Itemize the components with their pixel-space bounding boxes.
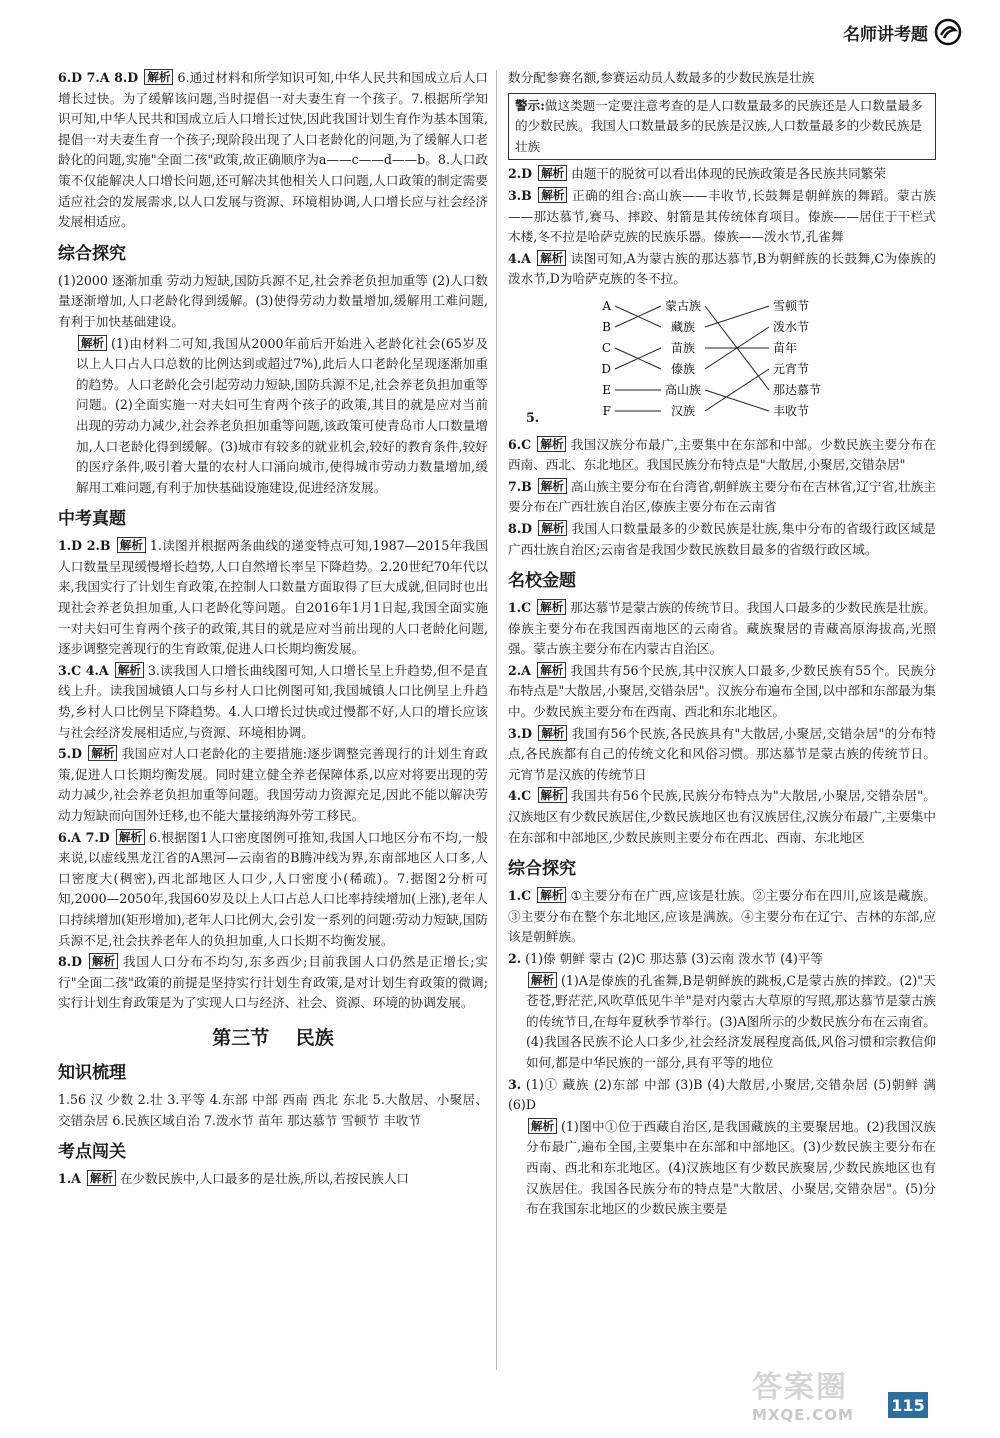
checkpoint-answers-right-2 <box>508 435 936 561</box>
diagram-left-label: B <box>602 319 612 334</box>
analysis-tag: 解析 <box>116 829 145 845</box>
left-column <box>58 68 488 1191</box>
answer-number: 7.B <box>508 478 532 494</box>
answer-number: 3. <box>508 1076 522 1092</box>
diagram-middle-label: 高山族 <box>665 382 702 397</box>
analysis-tag: 解析 <box>538 187 567 203</box>
comprehensive-answers-right <box>508 886 936 1220</box>
answer-number: 2. <box>508 951 522 966</box>
answer-item <box>58 744 488 826</box>
watermark-url: MXQE.COM <box>752 1406 854 1424</box>
answer-item <box>58 68 488 233</box>
comprehensive-answers <box>58 271 488 499</box>
analysis-tag: 解析 <box>538 725 567 741</box>
right-column <box>508 68 936 1221</box>
answer-text: 高山族主要分布在台湾省,朝鲜族主要分布在吉林省,辽宁省,壮族主要分布在广西壮族自治区,傣族主要分布在云南省 <box>508 478 936 515</box>
analysis-tag: 解析 <box>89 953 118 969</box>
answer-number: 6.C <box>508 436 532 452</box>
answer-text: (1)① 藏族 (2)东部 中部 (3)B (4)大散居,小聚居,交错杂居 (5)朝鲜 满 (6)D <box>508 1076 936 1113</box>
chapter-name: 民族 <box>295 1026 334 1049</box>
answer-number: 2.A <box>508 662 531 678</box>
diagram-left-label: A <box>602 298 612 313</box>
answer-number: 8.D <box>508 520 533 536</box>
analysis-tag: 解析 <box>538 787 567 803</box>
answer-item <box>58 536 488 660</box>
diagram-right-label: 那达慕节 <box>773 382 822 397</box>
matching-diagram <box>543 294 843 422</box>
diagram-middle-label: 汉族 <box>671 403 696 418</box>
answer-text: (1)A是傣族的孔雀舞,B是朝鲜族的跳板,C是蒙古族的摔跤。(2)"天苍苍,野茫茫,风吹草低见牛羊"是对内蒙古大草原的写照,那达慕节是蒙古族的传统节日,在每年夏秋季节举行。(3)A图所示的少数民族分布在云南省。(4)我国各民族不论人口多少,社会经济发展程度高低,风俗习惯和宗教信仰如何,都是中华民族的一部分,具有平等的地位 <box>526 972 936 1070</box>
analysis-tag: 解析 <box>538 165 567 181</box>
answer-text: 6.根据图1人口密度图例可推知,我国人口地区分布不均,一般来说,以虚线黑龙江省的A黑河—云南省的B腾冲线为界,东南部地区人口多,人口密度大(稠密),西北部地区人口少,人口密度小(稀疏)。7.据图2分析可知,2000—2050年,我国60岁及以上人口占总人口比率持续增加(上涨),老年人口持续增加(矩形增加),老年人口比例大,会引发一系列的问题:劳动力短缺,国防兵源不足,社会扶养老年人的负担加重,人口长期不均衡发展。 <box>58 829 488 948</box>
answer-item <box>508 886 936 948</box>
diagram-left-label: D <box>601 361 612 376</box>
answer-item <box>508 971 936 1074</box>
answer-item <box>508 598 936 660</box>
chapter-title <box>58 1024 488 1052</box>
diagram-middle-label: 傣族 <box>671 361 696 376</box>
answer-text: 我国人口分布不均匀,东多西少;目前我国人口仍然是正增长;实行"全面二孩"政策的前提是坚持实行计划生育政策,是对计划生育政策的微调;实行计划生育政策是为了实现人口与经济、社会、资源、环境的协调发展。 <box>58 954 488 1011</box>
section-title-comprehensive: 综合探究 <box>58 243 126 264</box>
answer-item <box>58 334 488 499</box>
watermark <box>752 1370 962 1434</box>
answers-block-top <box>58 68 488 233</box>
answer-number: 4.C <box>508 788 532 804</box>
answer-text: (1)2000 逐渐加重 劳动力短缺,国防兵源不足,社会养老负担加重等 (2)人口数量逐渐增加,人口老龄化得到缓解。(3)使得劳动力数量增加,缓解用工难问题,有利于加快基础建设。 <box>58 272 488 329</box>
answer-text: 3.读我国人口增长曲线图可知,人口增长呈上升趋势,但不是直线上升。读我国城镇人口与乡村人口比例图可知,我国城镇人口比例呈上升趋势,乡村人口比例呈下降趋势。4.人口增长过快或过慢都不好,人口的增长应该与社会经济发展相适应,与资源、环境相协调。 <box>58 662 488 740</box>
answer-text: (1)图中①位于西藏自治区,是我国藏族的主要聚居地。(2)我国汉族分布最广,遍布全国,主要集中在东部和中部地区。(3)少数民族主要分布在西南、西北和东北地区。(4)汉族地区有少数民族聚居,少数民族地区也有汉族居住。我国各民族分布的特点是"大散居、小聚居,交错杂居"。(5)分布在我国东北地区的少数民族主要是 <box>526 1118 936 1217</box>
section-title-famous-school: 名校金题 <box>508 571 576 592</box>
analysis-tag: 解析 <box>537 250 566 266</box>
diagram-right-label: 苗年 <box>773 340 798 355</box>
answer-item <box>508 435 936 476</box>
diagram-left-label: E <box>602 382 612 397</box>
analysis-tag: 解析 <box>538 478 567 494</box>
diagram-right-connector <box>705 390 769 411</box>
answer-item <box>508 186 936 248</box>
diagram-left-label: F <box>602 403 612 418</box>
answer-number: 1.C <box>508 888 532 904</box>
warning-box <box>508 93 936 161</box>
analysis-tag: 解析 <box>88 745 117 761</box>
analysis-tag: 解析 <box>528 1118 557 1134</box>
answer-number: 3.B <box>508 187 532 203</box>
continued-text: 数分配参赛名额,参赛运动员人数最多的少数民族是壮族 <box>508 70 815 85</box>
answer-item <box>58 952 488 1014</box>
checkpoint-answers-right <box>508 164 936 290</box>
analysis-tag: 解析 <box>117 537 146 553</box>
answer-item <box>508 519 936 560</box>
analysis-tag: 解析 <box>538 520 567 536</box>
answer-text: 我国人口数量最多的少数民族是壮族,集中分布的省级行政区域是广西壮族自治区;云南省是我国少数民族数目最多的省级行政区域。 <box>508 520 936 557</box>
answer-item <box>508 477 936 518</box>
answer-item <box>58 1169 488 1190</box>
answer-number: 3.D <box>508 725 533 741</box>
answer-text: 我国应对人口老龄化的主要措施:逐步调整完善现行的计划生育政策,促进人口长期均衡发展。同时建立健全养老保障体系,以应对将要出现的劳动力减少,社会养老负担加重等问题。我国劳动力资源充足,因此不能以解决劳动力短缺而向国外迁移,也不能大量接纳海外劳工移民。 <box>58 746 488 823</box>
answer-text: 读图可知,A为蒙古族的那达慕节,B为朝鲜族的长鼓舞,C为傣族的泼水节,D为哈萨克族的冬不拉。 <box>508 250 936 287</box>
section-title-checkpoints: 考点闯关 <box>58 1142 126 1163</box>
question-number: 5. <box>526 409 540 425</box>
analysis-tag: 解析 <box>115 662 144 678</box>
chapter-number: 第三节 <box>212 1026 270 1049</box>
analysis-tag: 解析 <box>537 599 566 615</box>
watermark-logo-text: 答案圈 <box>752 1370 848 1405</box>
analysis-tag: 解析 <box>537 436 566 452</box>
famous-school-answers <box>508 598 936 848</box>
diagram-middle-label: 藏族 <box>671 319 696 334</box>
answer-number: 1.C <box>508 600 532 616</box>
section-title-exam-questions: 中考真题 <box>58 509 126 530</box>
warning-label: 警示: <box>515 97 545 113</box>
answer-item <box>58 271 488 333</box>
answer-text: 我国共有56个民族,其中汉族人口最多,少数民族有55个。民族分布特点是"大散居,小聚居,交错杂居"。汉族分布遍布全国,以中部和东部最为集中。少数民族主要分布在西南、西北和东北地区。 <box>508 662 936 720</box>
answer-number: 6.A 7.D <box>58 829 110 845</box>
answer-item <box>508 949 936 970</box>
diagram-right-label: 丰收节 <box>773 403 810 418</box>
column-divider <box>496 70 497 1370</box>
page-header <box>843 14 962 50</box>
exam-answers <box>58 536 488 1014</box>
diagram-right-label: 元宵节 <box>773 361 810 376</box>
checkpoint-answers-left <box>58 1169 488 1190</box>
answer-text: 在少数民族中,人口最多的是壮族,所以,若按民族人口 <box>119 1171 410 1187</box>
analysis-tag: 解析 <box>537 662 566 678</box>
answer-item <box>58 828 488 952</box>
analysis-tag: 解析 <box>87 1170 116 1186</box>
analysis-tag: 解析 <box>78 335 107 351</box>
diagram-left-label: C <box>601 340 612 355</box>
knowledge-answers: 1.56 汉 少数 2.壮 3.平等 4.东部 中部 西南 西北 东北 5.大散居、小聚居、交错杂居 6.民族区域自治 7.泼水节 苗年 那达慕节 雪顿节 丰收节 <box>58 1091 488 1128</box>
answer-text: 6.通过材料和所学知识可知,中华人民共和国成立后人口增长过快。为了缓解该问题,当时提倡一对夫妻生育一个孩子。7.根据所学知识可知,中华人民共和国成立后人口增长过快,因此我国计划生育作为基本国策,提倡一对夫妻生育一个孩子;现阶段出现了人口老龄化的问题,为了缓解人口老龄化的问题,实施"全面二孩"政策,故正确顺序为a——c——d——b。8.人口政策不仅能解决人口增长问题,还可解决其他相关人口问题,人口政策的制定需要适应社会的发展需求,以人口发展与资源、环境相协调,人口增长应与社会经济发展相适应。 <box>58 70 488 230</box>
analysis-tag: 解析 <box>144 69 173 85</box>
diagram-middle-label: 苗族 <box>671 340 696 355</box>
brand-logo-icon <box>934 18 962 46</box>
answer-number: 1.D 2.B <box>58 538 111 554</box>
answer-item <box>508 164 936 185</box>
analysis-tag: 解析 <box>528 972 557 988</box>
header-title: 名师讲考题 <box>843 24 928 45</box>
answer-item <box>508 249 936 290</box>
answer-number: 8.D <box>58 954 83 970</box>
answer-text: 由题干的脱贫可以看出体现的民族政策是各民族共同繁荣 <box>571 166 886 182</box>
matching-diagram-block <box>508 294 936 429</box>
warning-text: 做这类题一定要注意考查的是人口数量最多的民族还是人口数量最多的少数民族。我国人口数量最多的民族是汉族,人口数量最多的少数民族是壮族 <box>515 97 923 154</box>
answer-item <box>508 786 936 848</box>
answer-item <box>508 1117 936 1220</box>
answer-number: 2.D <box>508 166 533 182</box>
answer-item <box>508 1075 936 1116</box>
answer-item <box>58 661 488 743</box>
answer-text: 我国共有56个民族,民族分布特点为"大散居,小聚居,交错杂居"。汉族地区有少数民族居住,少数民族地区也有汉族居住,汉族分布最广,主要集中在东部和中部地区,少数民族则主要分布在西北、西南、东北地区 <box>508 788 936 845</box>
diagram-right-label: 雪顿节 <box>773 298 810 313</box>
answer-text: (1)由材料二可知,我国从2000年前后开始进入老龄化社会(65岁及以上人口占人口总数的比例达到或超过7%),此后人口老龄化呈现逐渐加重的趋势。人口老龄化会引起劳动力短缺,国防兵源不足,社会养老负担加重等问题。(2)全面实施一对夫妇可生育两个孩子的政策,其目的就是应对当前出现的劳动力减少,社会养老负担加重等问题,该政策可使青岛市人口数量增加,人口老龄化得到缓解。(3)城市有较多的就业机会,较好的教育条件,较好的医疗条件,吸引着大量的农村人口涌向城市,使得城市劳动力数量增加,缓解用工难问题,有利于加快基础设施建设,促进经济发展。 <box>76 335 488 495</box>
answer-text: (1)傣 朝鲜 蒙古 (2)C 那达慕 (3)云南 泼水节 (4)平等 <box>525 951 824 966</box>
answer-item <box>508 724 936 786</box>
diagram-middle-label: 蒙古族 <box>665 298 702 313</box>
answer-number: 4.A <box>508 250 531 266</box>
answer-text: ①主要分布在广西,应该是壮族。②主要分布在四川,应该是藏族。③主要分布在整个东北地区,应该是满族。④主要分布在辽宁、吉林的东部,应该是朝鲜族。 <box>508 888 936 945</box>
answer-number: 3.C 4.A <box>58 662 109 678</box>
diagram-right-label: 泼水节 <box>773 319 810 334</box>
answer-text: 我国汉族分布最广,主要集中在东部和中部。少数民族主要分布在西南、西北、东北地区。我国民族分布特点是"大散居,小聚居,交错杂居" <box>508 436 936 473</box>
answer-text: 1.读图并根据两条曲线的递变特点可知,1987—2015年我国人口数量呈现缓慢增长趋势,人口自然增长率呈下降趋势。2.20世纪70年代以来,我国实行了计划生育政策,在控制人口数量方面取得了巨大成就,但同时也出现社会养老负担加重,人口老龄化等问题。自2016年1月1日起,我国全面实施一对夫妇可生育两个孩子的政策,其目的就是应对当前出现的人口老龄化问题,逐步调整完善现行的生育政策,促进人口长期均衡发展。 <box>58 538 488 657</box>
analysis-tag: 解析 <box>537 887 566 903</box>
answer-text: 正确的组合:高山族——丰收节,长鼓舞是朝鲜族的舞蹈。蒙古族——那达慕节,赛马、摔跤、射箭是其传统体育项目。傣族——居住于干栏式木楼,冬不拉是哈萨克族的民族乐器。傣族——泼水节,孔雀舞 <box>508 187 936 245</box>
answer-text: 我国有56个民族,各民族具有"大散居,小聚居,交错杂居"的分布特点,各民族都有自己的传统文化和风俗习惯。那达慕节是蒙古族的传统节日。元宵节是汉族的传统节日 <box>508 725 936 782</box>
section-title-knowledge: 知识梳理 <box>58 1062 126 1083</box>
diagram-right-connector <box>705 369 769 411</box>
diagram-right-connector <box>705 306 769 327</box>
answer-item <box>508 661 936 723</box>
answer-number: 6.D 7.A 8.D <box>58 70 139 85</box>
answer-text: 那达慕节是蒙古族的传统节日。我国人口最多的少数民族是壮族。傣族主要分布在我国西南地区的云南省。藏族聚居的青藏高原海拔高,光照强。蒙古族主要分布在内蒙古自治区。 <box>508 600 936 657</box>
answer-number: 5.D <box>58 746 83 762</box>
answer-number: 1.A <box>58 1171 81 1187</box>
section-title-comprehensive-right: 综合探究 <box>508 859 576 880</box>
page-number: 115 <box>888 1392 928 1418</box>
